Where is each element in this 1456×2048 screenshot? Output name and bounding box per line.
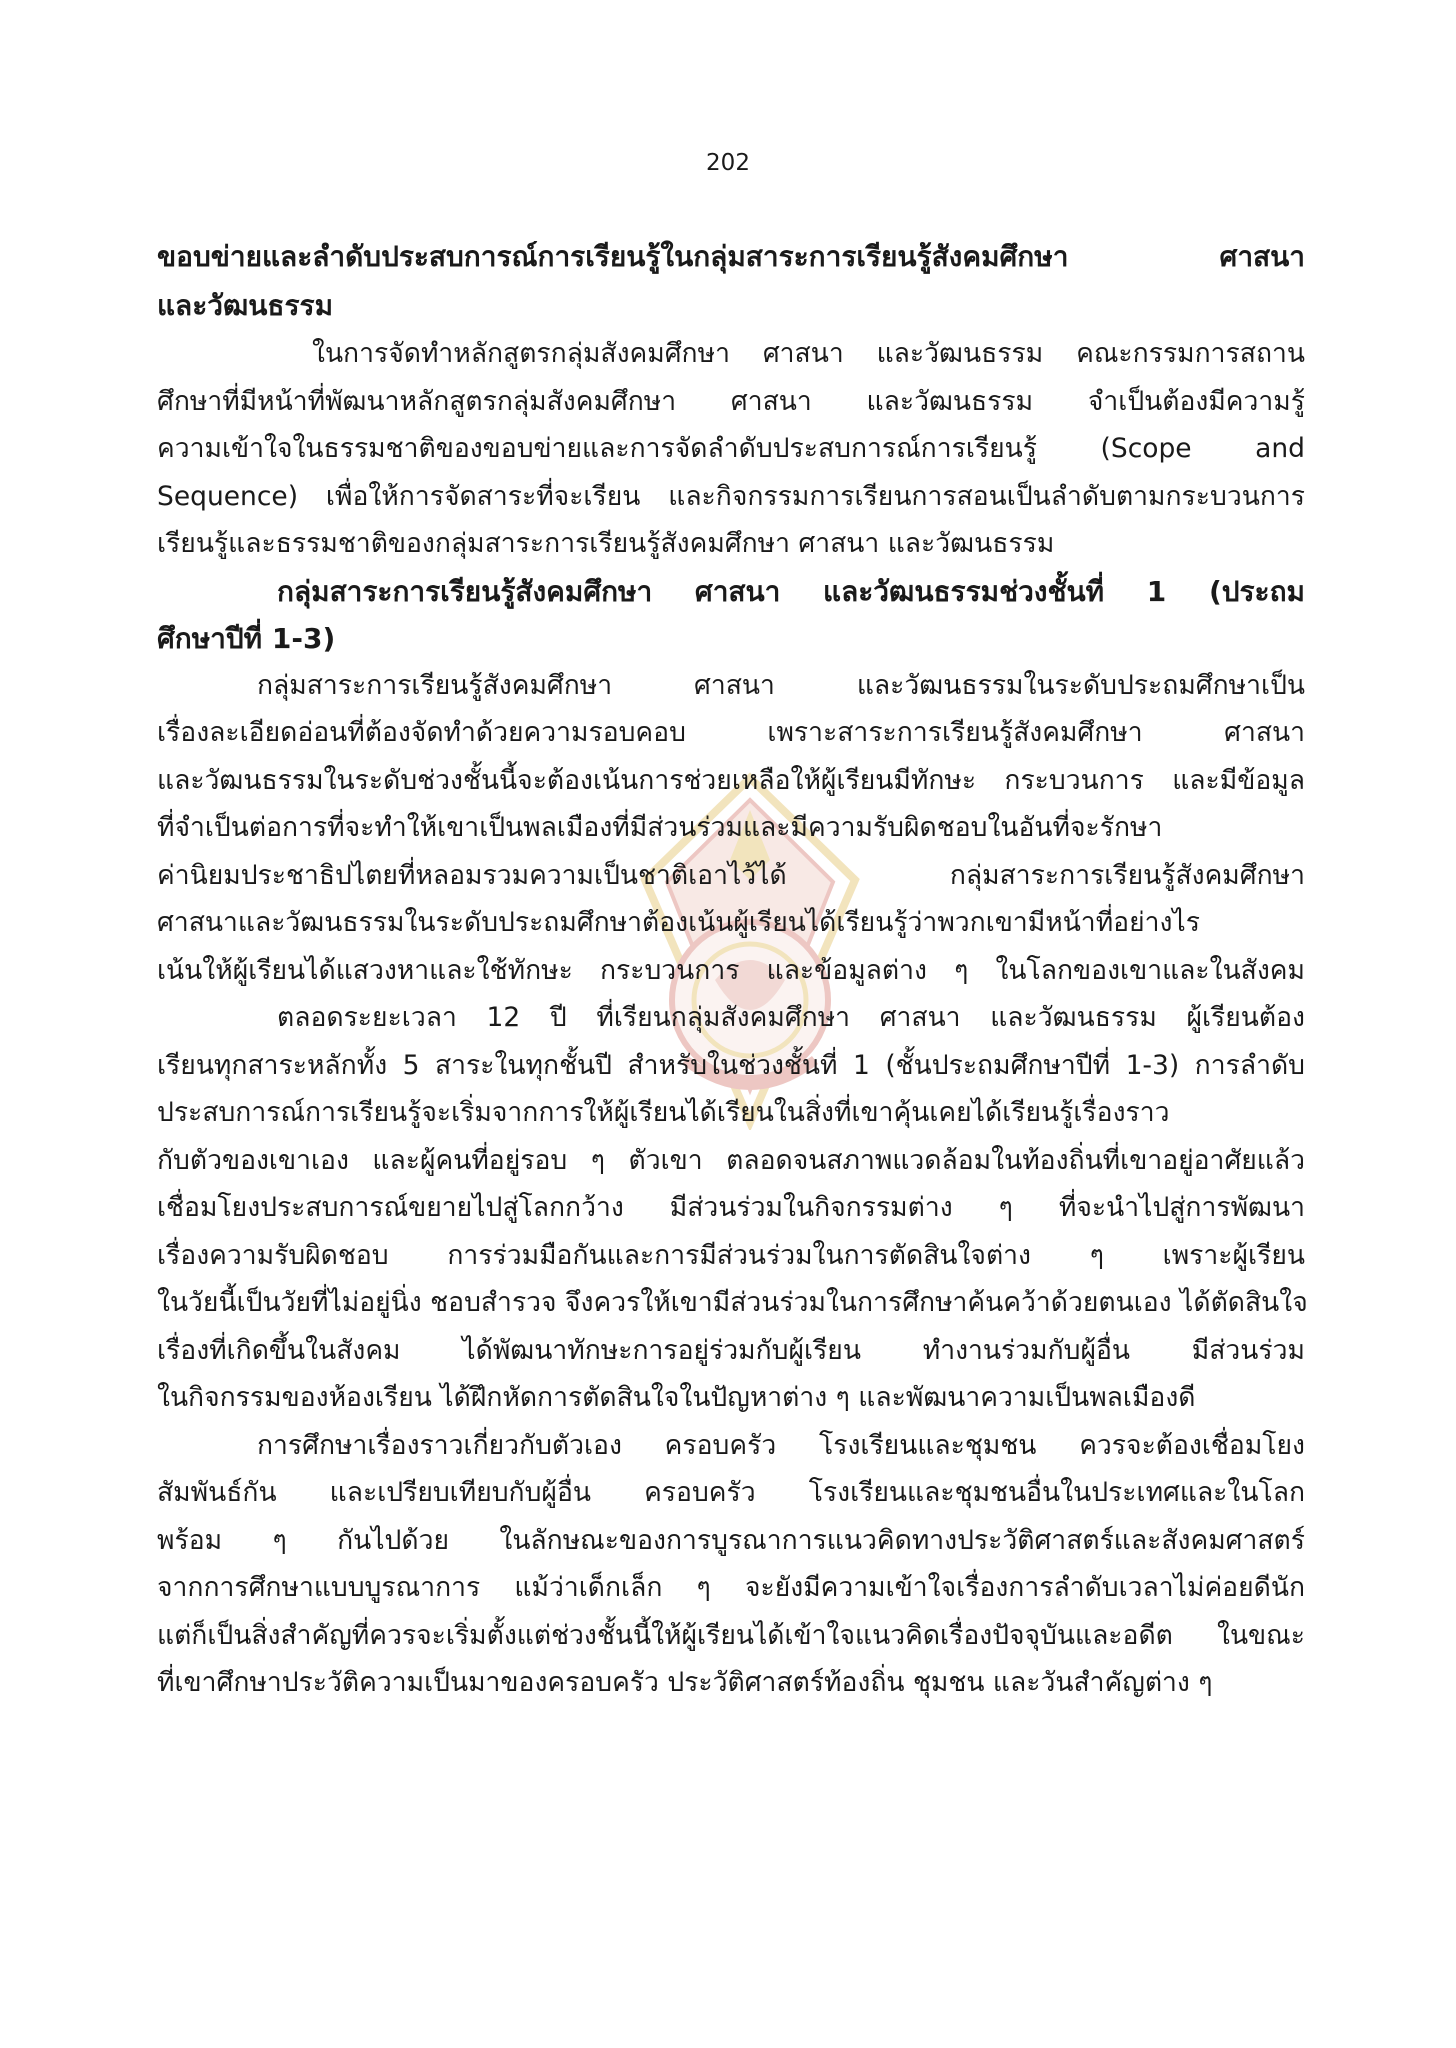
paragraph-line: เรียนรู้และธรรมชาติของกลุ่มสาระการเรียนรู้สังคมศึกษา ศาสนา และวัฒนธรรม — [157, 528, 1055, 559]
paragraph-line: ที่จำเป็นต่อการที่จะทำให้เขาเป็นพลเมืองที่มีส่วนร่วมและมีความรับผิดชอบในอันที่จะรักษา — [157, 812, 1163, 843]
paragraph-1 — [157, 662, 1305, 995]
subsection-heading — [157, 568, 1305, 662]
paragraph-line: เชื่อมโยงประสบการณ์ขยายไปสู่โลกกว้าง มีส่วนร่วมในกิจกรรมต่าง ๆ ที่จะนำไปสู่การพัฒนา — [157, 1192, 1305, 1223]
paragraph-line: พร้อม ๆ กันไปด้วย ในลักษณะของการบูรณาการแนวคิดทางประวัติศาสตร์และสังคมศาสตร์ — [157, 1524, 1305, 1556]
paragraph-line: กลุ่มสาระการเรียนรู้สังคมศึกษา ศาสนา และวัฒนธรรมในระดับประถมศึกษาเป็น — [257, 669, 1305, 701]
title-line: และวัฒนธรรม — [157, 289, 334, 322]
subheading-line: กลุ่มสาระการเรียนรู้สังคมศึกษา ศาสนา และวัฒนธรรมช่วงชั้นที่ 1 (ประถม — [277, 574, 1305, 608]
paragraph-line: ประสบการณ์การเรียนรู้จะเริ่มจากการให้ผู้เรียนได้เรียนในสิ่งที่เขาคุ้นเคยได้เรียนรู้เรื่องราว — [157, 1097, 1170, 1128]
paragraph-line: เน้นให้ผู้เรียนได้แสวงหาและใช้ทักษะ กระบวนการ และข้อมูลต่าง ๆ ในโลกของเขาและในสังคม — [157, 954, 1305, 986]
paragraph-line: เรื่องละเอียดอ่อนที่ต้องจัดทำด้วยความรอบคอบ เพราะสาระการเรียนรู้สังคมศึกษา ศาสนา — [157, 717, 1305, 748]
paragraph-line: ศาสนาและวัฒนธรรมในระดับประถมศึกษาต้องเน้นผู้เรียนได้เรียนรู้ว่าพวกเขามีหน้าที่อย่างไร — [157, 907, 1200, 938]
paragraph-line: แต่ก็เป็นสิ่งสำคัญที่ควรจะเริ่มตั้งแต่ช่วงชั้นนี้ให้ผู้เรียนได้เข้าใจแนวคิดเรื่องปัจจุบันและอดีต ในขณะ — [157, 1619, 1305, 1651]
paragraph-2 — [157, 994, 1308, 1422]
paragraph-line: ตลอดระยะเวลา 12 ปี ที่เรียนกลุ่มสังคมศึกษา ศาสนา และวัฒนธรรม ผู้เรียนต้อง — [277, 1002, 1305, 1033]
title-line: ขอบข่ายและลำดับประสบการณ์การเรียนรู้ในกลุ่มสาระการเรียนรู้สังคมศึกษา ศาสนา — [157, 240, 1305, 273]
section-title — [157, 232, 1305, 330]
paragraph-line: เรียนทุกสาระหลักทั้ง 5 สาระในทุกชั้นปี สำหรับในช่วงชั้นที่ 1 (ชั้นประถมศึกษาปีที่ 1-3) การลำดับ — [157, 1049, 1305, 1081]
paragraph-line: การศึกษาเรื่องราวเกี่ยวกับตัวเอง ครอบครัว โรงเรียนและชุมชน ควรจะต้องเชื่อมโยง — [257, 1429, 1305, 1461]
paragraph-line: ความเข้าใจในธรรมชาติของขอบข่ายและการจัดลำดับประสบการณ์การเรียนรู้ (Scope and — [157, 433, 1305, 464]
paragraph-line: ในวัยนี้เป็นวัยที่ไม่อยู่นิ่ง ชอบสำรวจ จึงควรให้เขามีส่วนร่วมในการศึกษาค้นคว้าด้วยตนเอง ได้ตัดสินใจ — [157, 1287, 1308, 1318]
paragraph-line: กับตัวของเขาเอง และผู้คนที่อยู่รอบ ๆ ตัวเขา ตลอดจนสภาพแวดล้อมในท้องถิ่นที่เขาอยู่อาศัยแล้ว — [157, 1144, 1305, 1176]
page-content — [157, 232, 1308, 1707]
subheading-line: ศึกษาปีที่ 1-3) — [157, 621, 336, 655]
paragraph-line: ค่านิยมประชาธิปไตยที่หลอมรวมความเป็นชาติเอาไว้ได้ กลุ่มสาระการเรียนรู้สังคมศึกษา — [157, 859, 1305, 891]
paragraph-line: ในการจัดทำหลักสูตรกลุ่มสังคมศึกษา ศาสนา และวัฒนธรรม คณะกรรมการสถาน — [312, 338, 1305, 369]
paragraph-line: ศึกษาที่มีหน้าที่พัฒนาหลักสูตรกลุ่มสังคมศึกษา ศาสนา และวัฒนธรรม จำเป็นต้องมีความรู้ — [157, 385, 1305, 417]
paragraph-line: เรื่องที่เกิดขึ้นในสังคม ได้พัฒนาทักษะการอยู่ร่วมกับผู้เรียน ทำงานร่วมกับผู้อื่น มีส่วนร่วม — [157, 1334, 1305, 1366]
paragraph-3 — [157, 1422, 1305, 1707]
paragraph-line: ที่เขาศึกษาประวัติความเป็นมาของครอบครัว ประวัติศาสตร์ท้องถิ่น ชุมชน และวันสำคัญต่าง ๆ — [157, 1667, 1213, 1698]
paragraph-line: ในกิจกรรมของห้องเรียน ได้ฝึกหัดการตัดสินใจในปัญหาต่าง ๆ และพัฒนาความเป็นพลเมืองดี — [157, 1382, 1196, 1413]
paragraph-line: และวัฒนธรรมในระดับช่วงชั้นนี้จะต้องเน้นการช่วยเหลือให้ผู้เรียนมีทักษะ กระบวนการ และมีข้อมูล — [157, 764, 1305, 796]
paragraph-line: จากการศึกษาแบบบูรณาการ แม้ว่าเด็กเล็ก ๆ จะยังมีความเข้าใจเรื่องการลำดับเวลาไม่ค่อยดีนัก — [157, 1572, 1305, 1603]
paragraph-line: เรื่องความรับผิดชอบ การร่วมมือกันและการมีส่วนร่วมในการตัดสินใจต่าง ๆ เพราะผู้เรียน — [157, 1239, 1305, 1271]
page-number: 202 — [706, 150, 750, 176]
paragraph-line: Sequence) เพื่อให้การจัดสาระที่จะเรียน และกิจกรรมการเรียนการสอนเป็นลำดับตามกระบวนการ — [157, 480, 1305, 512]
paragraph-line: สัมพันธ์กัน และเปรียบเทียบกับผู้อื่น ครอบครัว โรงเรียนและชุมชนอื่นในประเทศและในโลก — [157, 1477, 1305, 1508]
intro-paragraph — [157, 330, 1305, 568]
